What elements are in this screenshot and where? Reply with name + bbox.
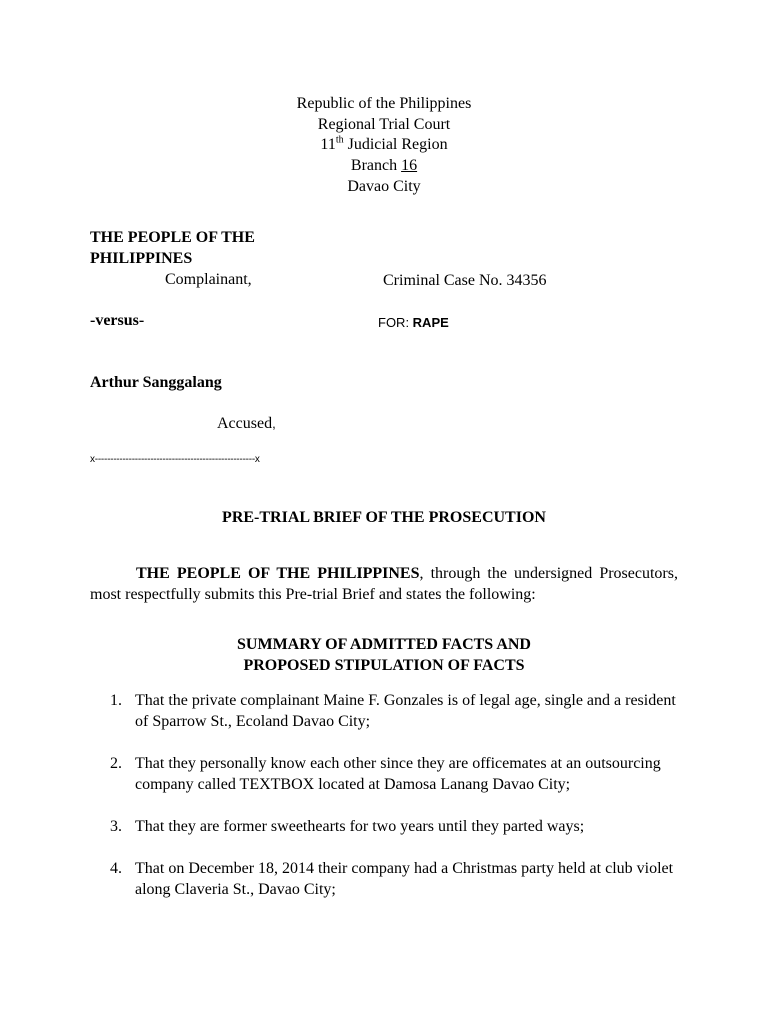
plaintiff-line2: PHILIPPINES <box>90 250 193 267</box>
header-branch <box>0 156 768 176</box>
plaintiff-line1: THE PEOPLE OF THE <box>90 229 255 246</box>
header-region-number: 11 <box>320 136 336 153</box>
list-item-text: That on December 18, 2014 their company had a Christmas party held at club violet along Claveria St., Davao City; <box>135 860 674 898</box>
header-judicial-region <box>0 135 768 155</box>
list-item-number: 1. <box>110 692 122 709</box>
intro-paragraph <box>90 563 678 605</box>
offense-value: RAPE <box>412 315 449 330</box>
list-item <box>90 690 690 732</box>
list-item-number: 2. <box>110 755 122 772</box>
offense <box>378 313 449 333</box>
section-heading-line2: PROPOSED STIPULATION OF FACTS <box>243 657 525 674</box>
list-item-text: That they personally know each other since they are officemates at an outsourcing company called TEXTBOX located at Damosa Lanang Davao City; <box>135 755 661 793</box>
header-region-text: Judicial Region <box>343 136 448 153</box>
offense-label: FOR: <box>378 315 413 330</box>
list-item-number: 4. <box>110 860 122 877</box>
header-court: Regional Trial Court <box>317 116 451 133</box>
accused-role-text: Accused <box>217 415 273 432</box>
versus-label: -versus- <box>90 312 145 329</box>
intro-bold-party: THE PEOPLE OF THE PHILIPPINES <box>136 565 420 582</box>
list-item-text: That they are former sweethearts for two years until they parted ways; <box>135 818 585 835</box>
accused-role-comma: , <box>272 416 276 431</box>
document-title: PRE-TRIAL BRIEF OF THE PROSECUTION <box>222 509 546 526</box>
accused-role <box>217 414 276 434</box>
case-number: Criminal Case No. 34356 <box>383 272 547 289</box>
list-item-number: 3. <box>110 818 122 835</box>
header-region-suffix: th <box>335 134 344 146</box>
header-branch-label: Branch <box>350 157 402 174</box>
facts-list <box>90 690 690 921</box>
header-republic: Republic of the Philippines <box>296 95 472 112</box>
list-item <box>90 858 690 900</box>
header-city: Davao City <box>347 178 421 195</box>
accused-name: Arthur Sanggalang <box>90 374 222 391</box>
list-item <box>90 816 690 837</box>
list-item-text: That the private complainant Maine F. Gonzales is of legal age, single and a resident of Sparrow St., Ecoland Davao City; <box>135 692 676 730</box>
header-branch-number: 16 <box>401 157 418 174</box>
plaintiff-role: Complainant, <box>165 271 252 288</box>
caption-divider: x----------------------------------------------------x <box>90 454 260 465</box>
list-item <box>90 753 690 795</box>
intro-rest: , through the undersigned Prosecutors, most respectfully submits this Pre-trial Brief and states the following: <box>90 565 678 603</box>
section-heading-line1: SUMMARY OF ADMITTED FACTS AND <box>237 636 531 653</box>
